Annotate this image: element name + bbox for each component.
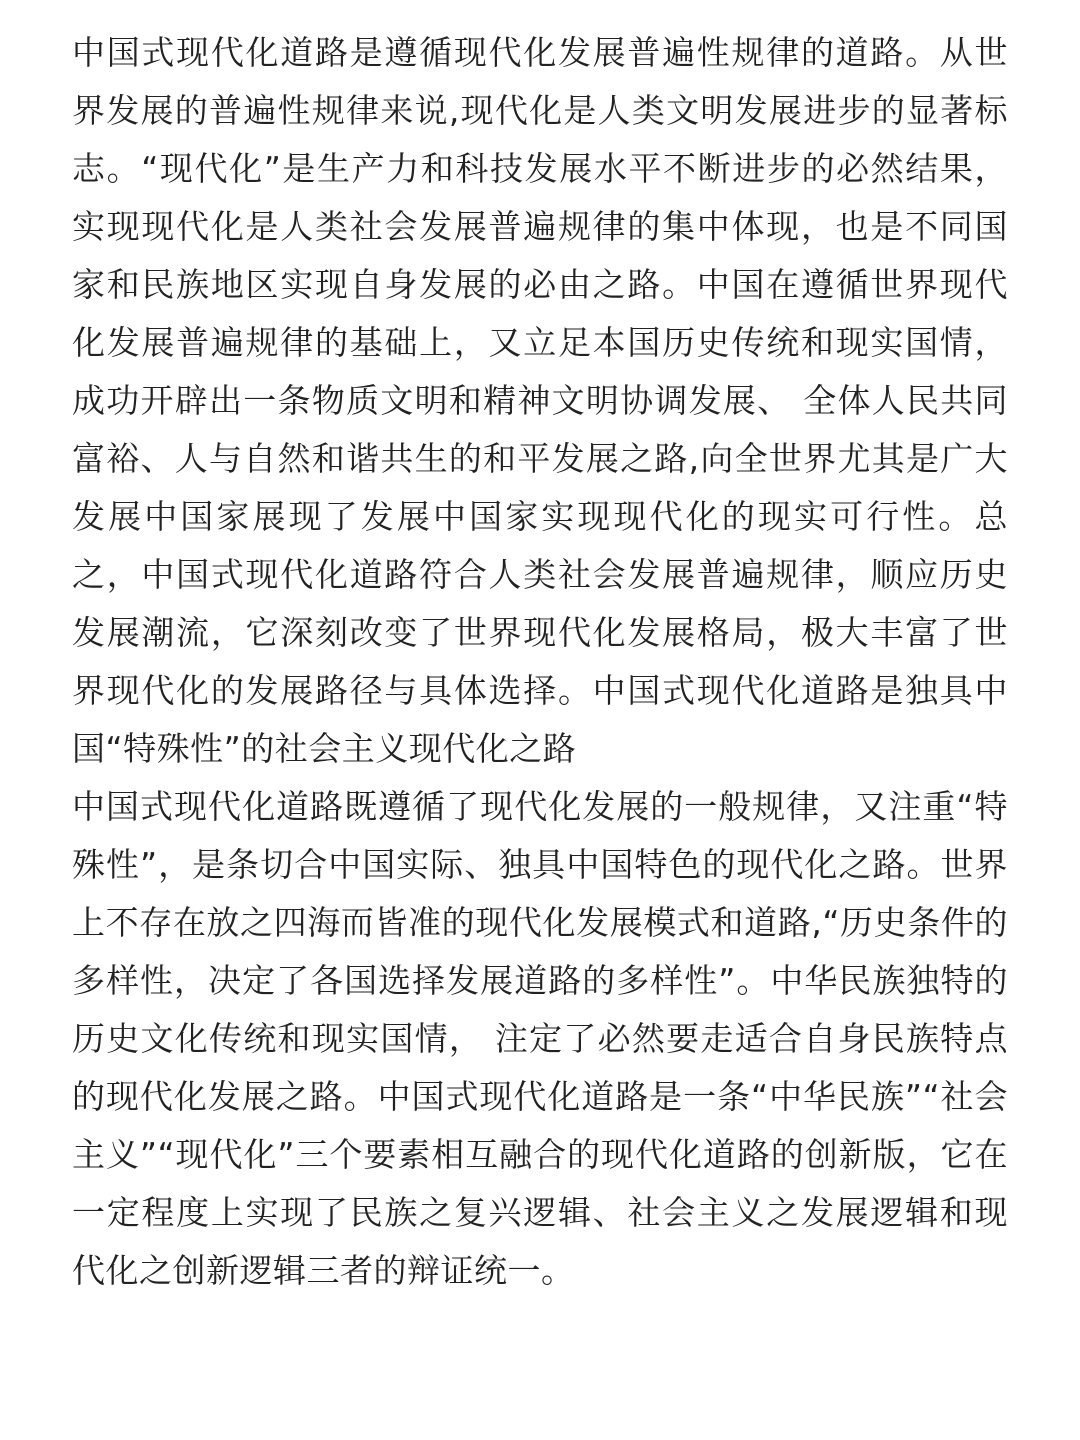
document-body [72, 24, 1008, 1300]
paragraph-1: 中国式现代化道路是遵循现代化发展普遍性规律的道路。从世界发展的普遍性规律来说,现代化是人类文明发展进步的显著标志。“现代化”是生产力和科技发展水平不断进步的必然结果，实现现代化是人类社会发展普遍规律的集中体现，也是不同国家和民族地区实现自身发展的必由之路。中国在遵循世界现代化发展普遍规律的基础上，又立足本国历史传统和现实国情，成功开辟出一条物质文明和精神文明协调发展、 全体人民共同富裕、人与自然和谐共生的和平发展之路,向全世界尤其是广大发展中国家展现了发展中国家实现现代化的现实可行性。总之，中国式现代化道路符合人类社会发展普遍规律，顺应历史发展潮流，它深刻改变了世界现代化发展格局，极大丰富了世界现代化的发展路径与具体选择。中国式现代化道路是独具中国“特殊性”的社会主义现代化之路 [72, 33, 1008, 768]
paragraph-2: 中国式现代化道路既遵循了现代化发展的一般规律，又注重“特殊性”，是条切合中国实际、独具中国特色的现代化之路。世界上不存在放之四海而皆准的现代化发展模式和道路,“历史条件的多样性，决定了各国选择发展道路的多样性”。中华民族独特的历史文化传统和现实国情， 注定了必然要走适合自身民族特点的现代化发展之路。中国式现代化道路是一条“中华民族”“社会主义”“现代化”三个要素相互融合的现代化道路的创新版，它在一定程度上实现了民族之复兴逻辑、社会主义之发展逻辑和现代化之创新逻辑三者的辩证统一。 [72, 787, 1008, 1290]
